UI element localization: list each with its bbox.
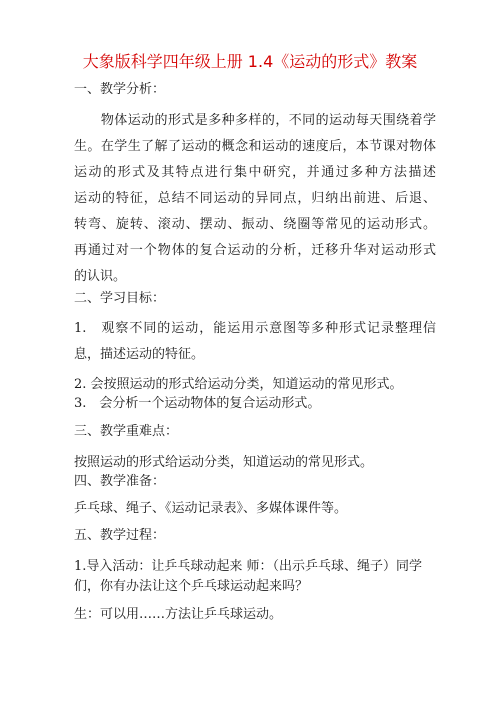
- analysis-paragraph: [74, 108, 436, 290]
- paragraph-line: 运动的特征，总结不同运动的异同点，归纳出前进、后退、: [74, 191, 436, 206]
- preparation-text: 乒乓球、绳子、《运动记录表》、多媒体课件等。: [74, 501, 348, 516]
- student-reply: 生：可以用……方法让乒乓球运动。: [74, 607, 283, 622]
- paragraph-line: 生。在学生了解了运动的概念和运动的速度后，本节课对物体: [74, 139, 436, 154]
- section-heading-preparation: 四、教学准备：: [74, 474, 166, 489]
- section-heading-objectives: 二、学习目标：: [74, 291, 166, 306]
- paragraph-line: 物体运动的形式是多种多样的，不同的运动每天围绕着学: [74, 113, 436, 128]
- paragraph-line: 再通过对一个物体的复合运动的分析，迁移升华对运动形式: [74, 243, 436, 258]
- paragraph-line: 转弯、旋转、滚动、摆动、振动、绕圈等常见的运动形式。: [74, 217, 436, 232]
- paragraph-line: 运动的形式及其特点进行集中研究，并通过多种方法描述: [74, 165, 436, 180]
- process-item-1-line-2: 们，你有办法让这个乒乓球运动起来吗？: [74, 579, 309, 594]
- objective-item-3: 3. 会分析一个运动物体的复合运动形式。: [74, 396, 321, 411]
- process-item-1-line-1: 1.导入活动：让乒乓球动起来 师：（出示乒乓球、绳子）同学: [74, 559, 423, 574]
- paragraph-line: 1. 观察不同的运动，能运用示意图等多种形式记录整理信: [74, 321, 436, 336]
- objective-item-1: [74, 316, 436, 368]
- paragraph-line: 的认识。: [74, 269, 127, 284]
- section-heading-key-points: 三、教学重难点：: [74, 424, 179, 439]
- paragraph-line: 息，描述运动的特征。: [74, 347, 205, 362]
- document-title: 大象版科学四年级上册 1.4《运动的形式》教案: [82, 52, 418, 71]
- section-heading-process: 五、教学过程：: [74, 528, 166, 543]
- section-heading-analysis: 一、教学分析：: [74, 82, 166, 97]
- objective-item-2: 2. 会按照运动的形式给运动分类，知道运动的常见形式。: [74, 377, 403, 392]
- key-points-text: 按照运动的形式给运动分类，知道运动的常见形式。: [74, 455, 374, 470]
